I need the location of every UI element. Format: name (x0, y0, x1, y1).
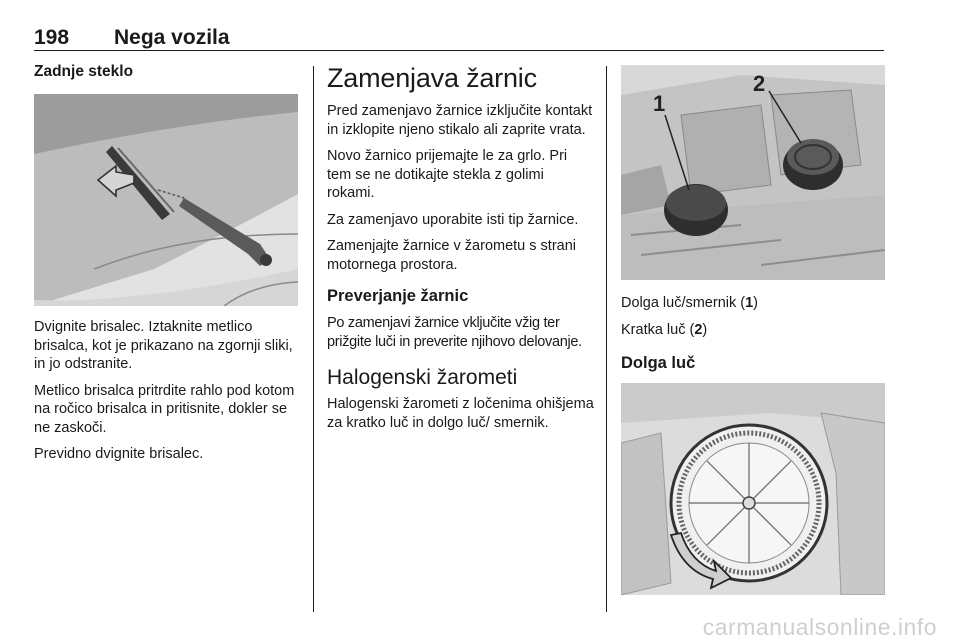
bulb-replacement-title: Zamenjava žarnic (327, 63, 537, 93)
paragraph: Metlico brisalca pritrdite rahlo pod kotom na ročico brisalca in pritisnite, dokler se ne zaskoči. (34, 382, 295, 436)
left-column (34, 62, 298, 472)
paragraph: Pred zamenjavo žarnice izključite kontakt in izklopite njeno stikalo ali zaprite vrata. (327, 103, 593, 138)
rear-wiper-illustration (34, 94, 298, 306)
page-header (34, 22, 884, 52)
figure-caption-low-beam: Kratka luč (2) (621, 321, 708, 338)
figure-caption-high-beam: Dolga luč/smernik (1) (621, 295, 759, 311)
halogen-headlights-title: Halogenski žarometi (327, 366, 518, 389)
callout-2: 2 (753, 71, 766, 96)
high-beam-cover-illustration (621, 383, 885, 595)
paragraph: Previdno dvignite brisalec. (34, 446, 204, 462)
paragraph: Po zamenjavi žarnice vključite vžig ter prižgite luči in preverite njihovo delovanje. (327, 315, 582, 350)
callout-1: 1 (653, 91, 666, 116)
right-column (621, 62, 885, 595)
chapter-title: Nega vozila (114, 26, 230, 49)
paragraph: Zamenjajte žarnice v žarometu s strani motornega prostora. (327, 238, 577, 273)
paragraph: Za zamenjavo uporabite isti tip žarnice. (327, 211, 579, 228)
paragraph: Halogenski žarometi z ločenima ohišjema za kratko luč in dolgo luč/ smernik. (327, 396, 594, 431)
paragraph: Dvignite brisalec. Iztaknite metlico brisalca, kot je prikazano na zgornji sliki, in jo odstranite. (34, 319, 293, 372)
rear-window-heading: Zadnje steklo (34, 63, 134, 80)
middle-column (327, 62, 595, 440)
column-divider-left (313, 66, 314, 612)
bulb-check-heading: Preverjanje žarnic (327, 287, 469, 305)
header-rule (34, 50, 884, 51)
column-divider-right (606, 66, 607, 612)
high-beam-heading: Dolga luč (621, 354, 696, 372)
paragraph: Novo žarnico prijemajte le za grlo. Pri tem se ne dotikajte stekla z golimi rokami. (327, 148, 568, 201)
watermark: carmanualsonline.info (702, 614, 937, 640)
headlamp-bulbs-illustration (621, 65, 885, 280)
page-number: 198 (34, 26, 70, 49)
